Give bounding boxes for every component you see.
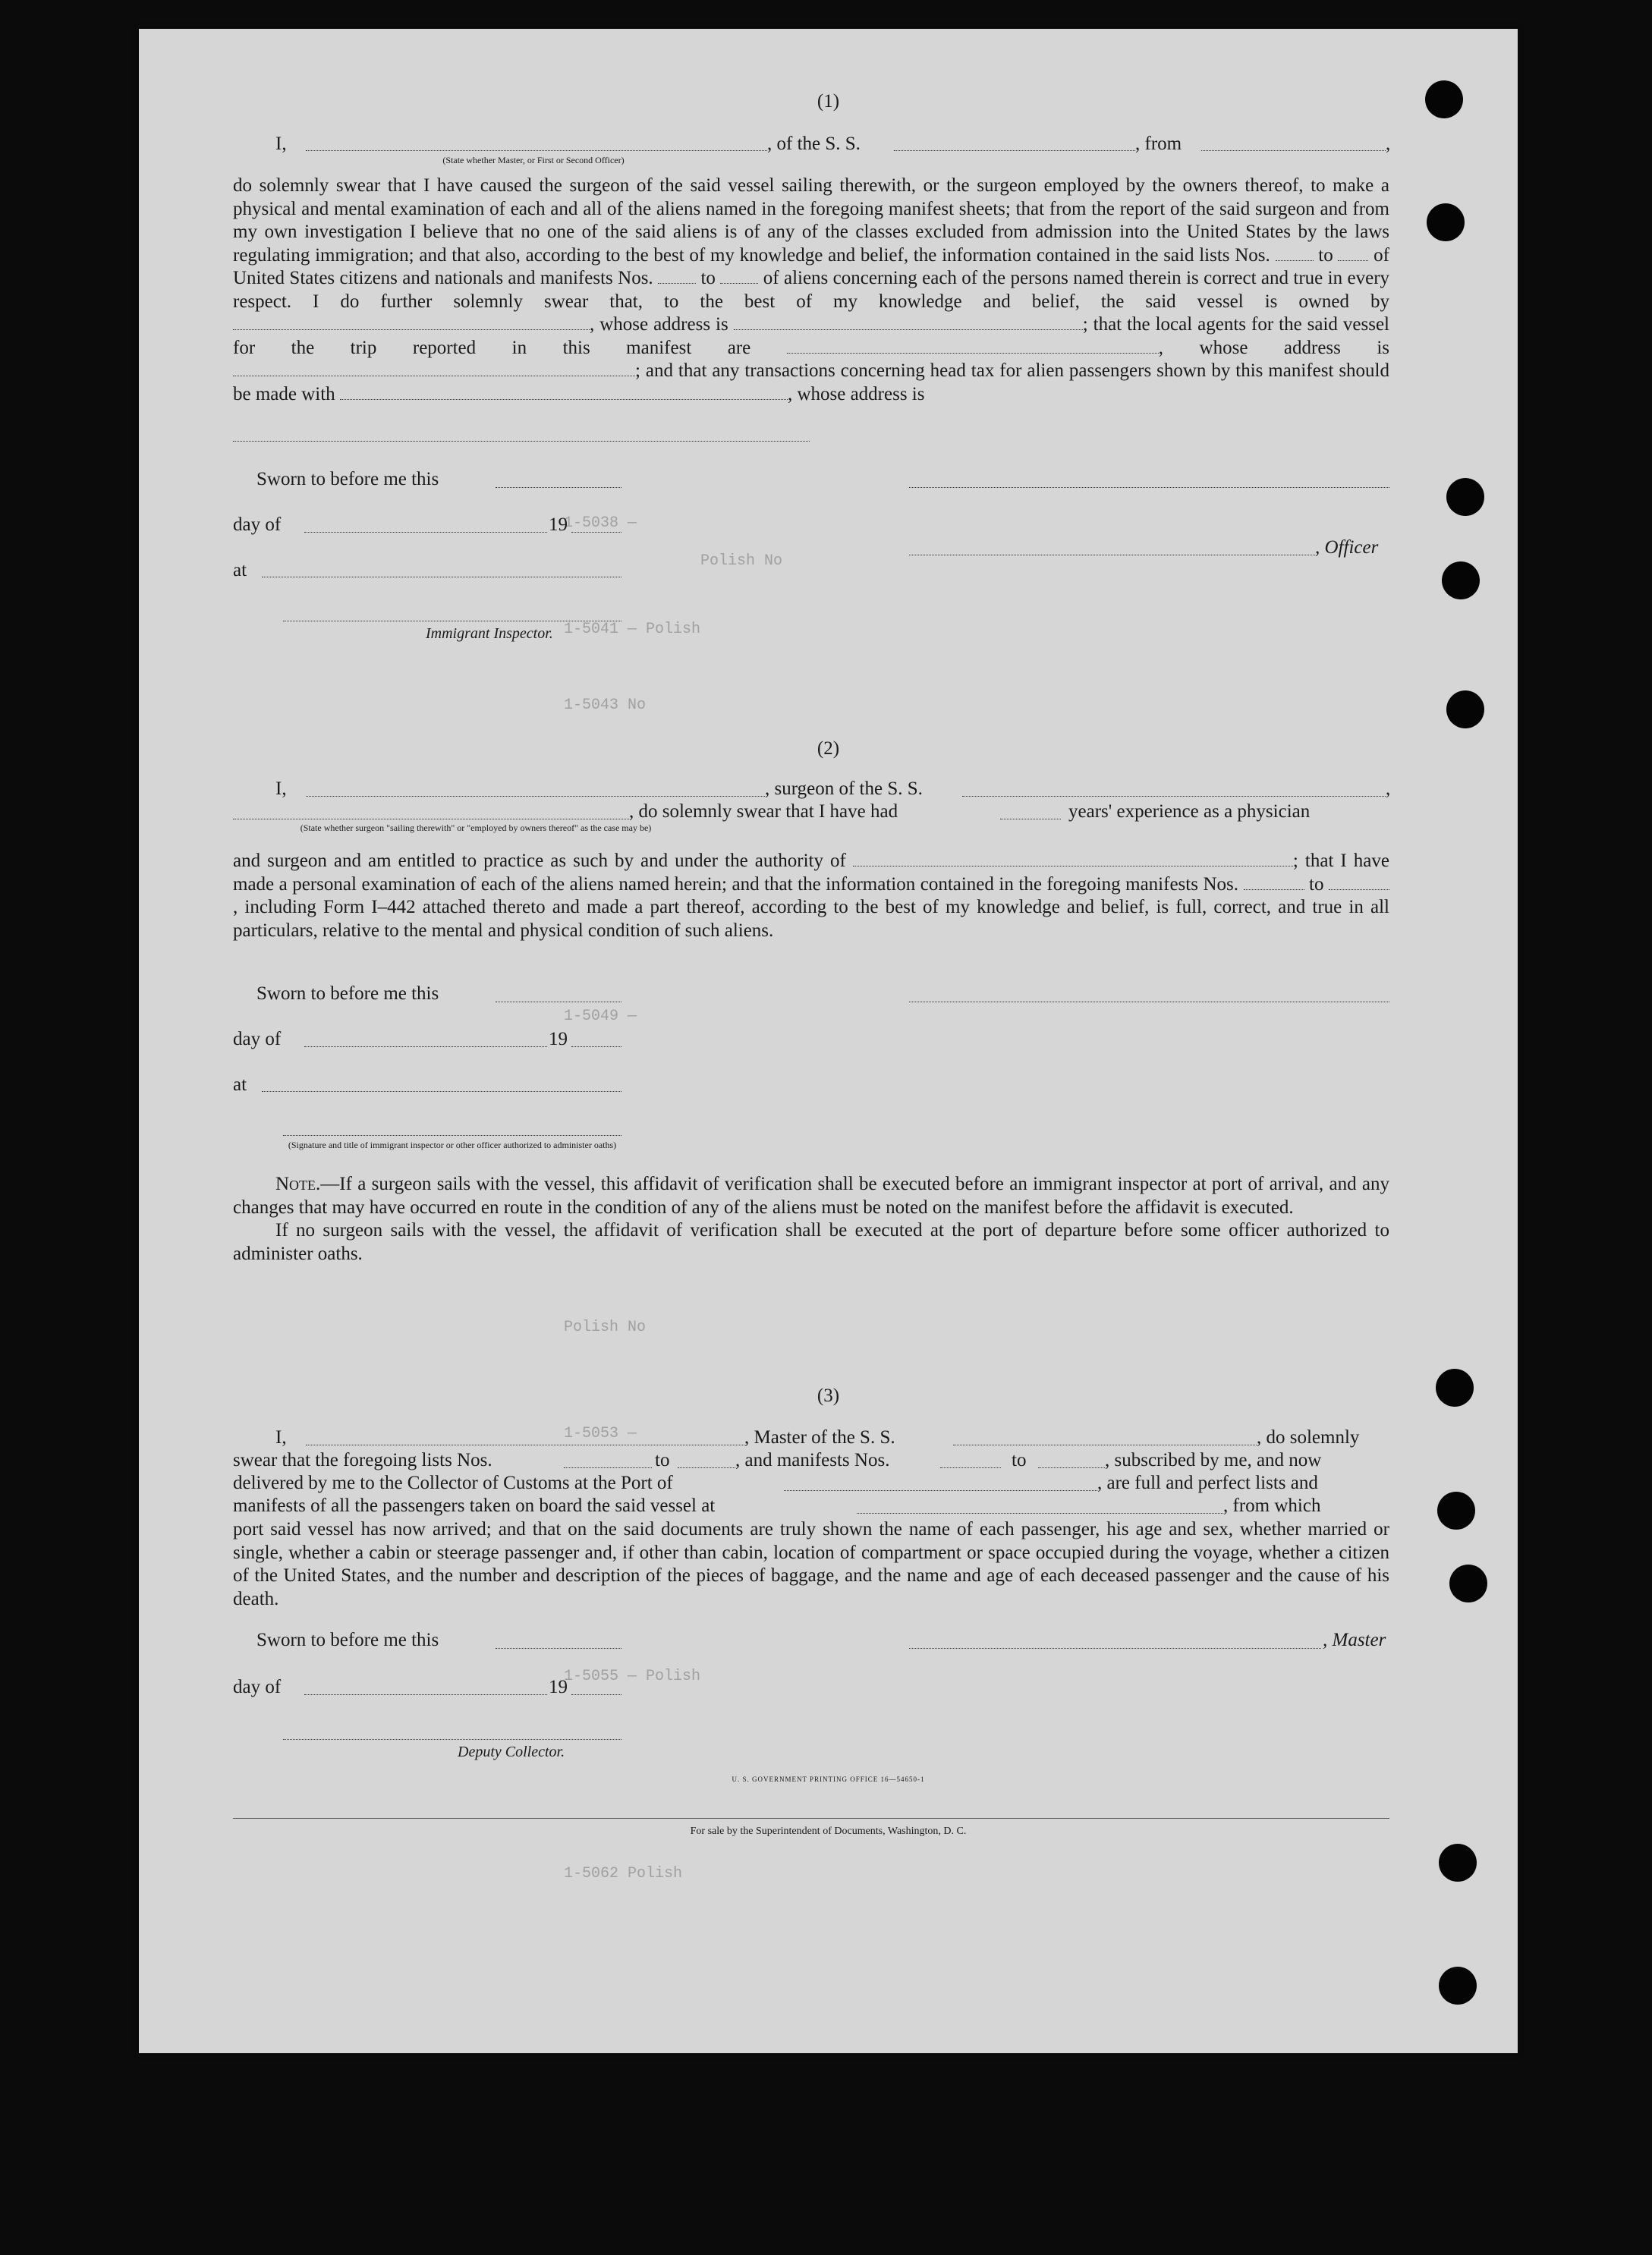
signature-caption: (Signature and title of immigrant inspector or other officer authorized to administer oaths) [288,1140,617,1150]
note-block [233,1173,1389,1266]
note-label: Note. [275,1174,321,1194]
inspector-signature-field[interactable] [283,1135,621,1136]
year-label: 19 [549,1677,568,1697]
year-field[interactable] [571,1046,621,1047]
sworn-label: Sworn to before me this [256,983,439,1004]
deputy-collector-label: Deputy Collector. [458,1744,565,1760]
officer-signature-field[interactable] [909,487,1389,488]
punch-hole [1442,561,1480,599]
are-full-label: , are full and perfect lists and [1097,1473,1318,1493]
citizen-list-to-field[interactable] [1338,246,1368,261]
section-3-lead: I, [275,1427,287,1448]
from-which-label: , from which [1223,1495,1321,1516]
surgeon-name-field[interactable] [306,796,765,797]
master-signature-field[interactable] [909,1648,1321,1649]
to-label: to [1309,873,1324,895]
punch-hole [1425,80,1463,118]
sworn-date-field[interactable] [496,1648,621,1649]
officer-name-field[interactable] [306,150,767,151]
citizen-list-from-field[interactable] [1276,246,1314,261]
to-label: to [700,268,716,288]
immigrant-inspector-label: Immigrant Inspector. [426,625,553,642]
punch-hole [1427,203,1465,241]
embark-port-field[interactable] [857,1513,1223,1514]
note-text-1: —If a surgeon sails with the vessel, this affidavit of verification shall be executed before an immigrant inspector at port of arrival, and any changes that may have occurred en route in the condition of any of the aliens must be noted on the manifest before the affidavit is executed. [233,1174,1389,1218]
whose-address-label: whose address is [1199,337,1390,358]
section-2-number: (2) [817,738,840,759]
and-manifests-label: , and manifests Nos. [735,1450,890,1470]
head-tax-contact-field[interactable] [340,385,788,400]
do-solemnly-label: , do solemnly [1257,1427,1360,1448]
day-of-label: day of [233,1677,282,1697]
day-of-field[interactable] [304,1694,547,1695]
surgeon-of-label: , surgeon of the S. S. [765,778,923,799]
officer-title-caption: (State whether Master, or First or Second Officer) [442,155,625,165]
years-experience-label: years' experience as a physician [1068,801,1311,822]
do-swear-label: , do solemnly swear that I have had [629,801,898,822]
section-3-number: (3) [817,1385,840,1406]
whose-address-label: , whose address is [590,314,728,335]
manifest-from-field[interactable] [1244,875,1304,890]
manifest-to-field[interactable] [720,269,758,284]
year-label: 19 [549,1029,568,1049]
section-2-body: and surgeon and am entitled to practice as such by and under the authority of ; that I have made a personal examination of each of the aliens named herein; and that the information contained in the foregoing manifests Nos. to , including Form I–442 attached thereto and made a part thereof, according to the best of my knowledge and belief, is full, correct, and true in all particulars, relative to the mental and physical condition of such aliens. [233,851,1389,941]
section-1-body: do solemnly swear that I have caused the surgeon of the said vessel sailing therewith, or the surgeon employed by the owners thereof, to make a physical and mental examination of each and all of the aliens named in the foregoing manifest sheets; that from the report of the said surgeon and from my own investigation I believe that no one of the said aliens is of any of the classes excluded from admission into the United States by the laws regulating immigration; and that also, according to the best of my knowledge and belief, the information contained in the said lists Nos. to of United States citizens and nationals and manifests Nos. to of aliens concerning each of the persons named therein is correct and true in every respect. I do further solemnly swear that, to the best of my knowledge and belief, the said vessel is owned by , whose address is ; that the local agents for the said vessel for the trip reported in this manifest are , whose address is ; and that any transactions concerning head tax for alien passengers shown by this manifest should be made with , whose address is [233,175,1390,404]
of-ss-label: , of the S. S. [767,134,861,154]
year-label: 19 [549,514,568,535]
master-of-label: , Master of the S. S. [744,1427,895,1448]
section-1-text-a: do solemnly swear that I have caused the surgeon of the said vessel sailing therewith, or the surgeon employed by the owners thereof, to make a physical and mental examination of each and all of the aliens named in the foregoing manifest sheets; that from the report of the said surgeon and from my own investigation I believe that no one of the said aliens is of any of the classes excluded from admission into the United States by the laws regulating immigration; and that also, according to the best of my knowledge and belief, the information contained in the said lists Nos. [233,175,1389,266]
sworn-label: Sworn to before me this [256,469,439,489]
to-label: to [1012,1450,1027,1470]
section-3-body: port said vessel has now arrived; and that on the said documents are truly shown the name of each passenger, his age and sex, whether married or single, whether a cabin or steerage passenger and, if other than cabin, location of compartment or space occupied during the voyage, whether a citizen of the United States, and the number and description of the pieces of baggage, and the name and age of each deceased passenger and the cause of his death. [233,1519,1389,1609]
section-2-lead: I, [275,778,287,799]
sworn-label: Sworn to before me this [256,1630,439,1650]
punch-hole [1439,1844,1477,1882]
deputy-signature-field[interactable] [283,1739,621,1740]
at-place-field[interactable] [262,1091,621,1092]
printing-office-line: U. S. GOVERNMENT PRINTING OFFICE 16—54650-1 [732,1775,925,1783]
punch-hole [1437,1492,1475,1530]
master-label: , Master [1323,1630,1386,1650]
year-field[interactable] [571,532,621,533]
punch-hole [1446,690,1484,728]
local-agents-field[interactable] [787,338,1159,354]
section-1-text-c: of aliens concerning each of the persons named therein is correct and true in every respect. I do further solemnly swear that, to the best of my knowledge and belief, the said vessel is owned by [233,268,1390,312]
day-of-field[interactable] [304,532,547,533]
punch-hole [1449,1565,1487,1602]
vessel-name-field[interactable] [894,150,1135,151]
section-1-lead: I, [275,134,287,154]
day-of-field[interactable] [304,1046,547,1047]
for-sale-line: For sale by the Superintendent of Documents, Washington, D. C. [690,1826,967,1837]
at-label: at [233,1074,247,1095]
lists-to-field[interactable] [678,1467,735,1468]
sworn-date-field[interactable] [496,487,621,488]
subscribed-label: , subscribed by me, and now [1105,1450,1322,1470]
section-2-text-c: , including Form I–442 attached thereto and made a part thereof, according to the best of my knowledge and belief, is full, correct, and true in all particulars, relative to the mental and physical condition of such aliens. [233,897,1389,941]
manifest-to-field[interactable] [1329,875,1389,890]
owner-address-field[interactable] [734,315,1083,330]
whose-address-label: , whose address is [787,383,925,404]
section-1-text-d: ; that the local agents for the said vessel for the trip reported in this manifest are [233,314,1390,358]
officer-label: , Officer [1315,537,1379,558]
day-of-label: day of [233,1029,282,1049]
manifests-from-field[interactable] [940,1467,1001,1468]
surgeon-vessel-field[interactable] [962,796,1386,797]
from-label: , from [1135,134,1182,154]
section-1-text-e: ; and that any transactions concerning head tax for alien passengers shown by this manifest should be made with [233,360,1389,404]
year-field[interactable] [571,1694,621,1695]
manifest-verification-page: 1-5038 — Polish No 1-5041 — Polish 1-5043 No 1-5049 — Polish No 1-5053 — 1-5055 — Polish 1-5062 Polish (1) I, (State whether Master, or First or Second Officer) , of the S. S. , from , do solemnly swear that I have caused the surgeon of the said vessel sailing therewith, or the surgeon employed by the owners thereof, to make a physical and mental examination of each and all of the aliens named in the foregoing manifest sheets; that from the report of the said surgeon and from my own investigation I believe that no one of the said aliens is of any of the classes excluded from admission into the United States by the laws regulating immigration; and that also, according to the best of my knowledge and belief, the information contained in the said lists Nos. to of United States citizens and nationals and manifests Nos. to of aliens concerning each of the persons named therein is correct and true in every respect. I do further solemnly swear that, to the best of my knowledge and belief, the said vessel is owned by , whose address is ; that the local agents for the said vessel for the trip reported in this manifest are , whose address is ; and that any transactions concerning head tax for alien passengers shown by this manifest should be made with , whose address is Sworn to before me this day of 19 , Officer at Immigrant Inspector. (2) I, , surgeon of the S. S. , , do solemnly swear that I have had years' experience as a physician (State whether surgeon "sailing therewith" or "employed by owners thereof" as the case may be) and surgeon and am entitled to practice as such by and under the authority of ; that I have made a personal examination of each of the aliens named herein; and that the information contained in the foregoing manifests Nos. to , including Form I–442 attached thereto and made a part thereof, according to the best of my knowledge and belief, is full, correct, and true in all particulars, relative to the mental and physical condition of such aliens. Sworn to before me this day of 19 at (Signature and title of immigrant inspector or other officer authorized to administer oaths) Note.—If a surgeon sails with the vessel, this affidavit of verification shall be executed before an immigrant inspector at port of arrival, and any changes that may have occurred en route in the condition of any of the aliens must be noted on the manifest before the affidavit is executed. If no surgeon sails with the vessel, the affidavit of verification shall be executed at the port of departure before some officer authorized to administer oaths. (3) I, , Master of the S. S. , do solemnly swear that the foregoing lists Nos. to , and manifests Nos. to , subscribed by me, and now delivered by me to the Collector of Customs at the Port of , are full and perfect lists and manifests of all the passengers taken on board the said vessel at , from which port said vessel has now arrived; and that on the said documents are truly shown the name of each passenger, his age and sex, whether married or single, whether a cabin or steerage passenger and, if other than cabin, location of compartment or space occupied during the voyage, whether a citizen of the United States, and the number and description of the pieces of baggage, and the name and age of each deceased passenger and the cause of his death. Sworn to before me this , Master day of 19 Deputy Collector. U. S. GOVERNMENT PRINTING OFFICE 16—54650-1 For sale by the Superintendent of Documents, Washington, D. C. [139,29,1518,2053]
section-1-text-b: of United States citizens and nationals and manifests Nos. [233,244,1389,288]
owner-field[interactable] [233,315,590,330]
lists-from-field[interactable] [564,1467,652,1468]
punch-hole [1446,478,1484,516]
customs-port-field[interactable] [784,1490,1097,1491]
departure-port-field[interactable] [1201,150,1386,151]
section-2-text-a: and surgeon and am entitled to practice as such by and under the authority of [233,851,846,871]
manifest-from-field[interactable] [658,269,696,284]
note-text-2: If no surgeon sails with the vessel, the affidavit of verification shall be executed at the port of departure before some officer authorized to administer oaths. [233,1220,1389,1264]
swear-lists-label: swear that the foregoing lists Nos. [233,1450,492,1470]
agents-address-field[interactable] [233,361,635,376]
manifests-to-field[interactable] [1038,1467,1105,1468]
section-1-number: (1) [817,91,840,112]
punch-hole [1439,1967,1477,2005]
punch-hole [1436,1369,1474,1407]
authority-field[interactable] [853,851,1293,866]
to-label: to [1318,244,1333,266]
head-tax-address-field[interactable] [233,441,810,442]
manifests-taken-label: manifests of all the passengers taken on board the said vessel at [233,1495,716,1516]
surgeon-status-caption: (State whether surgeon "sailing therewith" or "employed by owners thereof" as the case may be) [300,822,652,833]
section-2-text-b: that I have made a personal examination of each of the aliens named herein; and that the information contained in the foregoing manifests Nos. [233,851,1389,895]
day-of-label: day of [233,514,282,535]
at-label: at [233,560,247,580]
delivered-label: delivered by me to the Collector of Customs at the Port of [233,1473,673,1493]
footer-rule [233,1818,1389,1819]
to-label: to [655,1450,670,1470]
